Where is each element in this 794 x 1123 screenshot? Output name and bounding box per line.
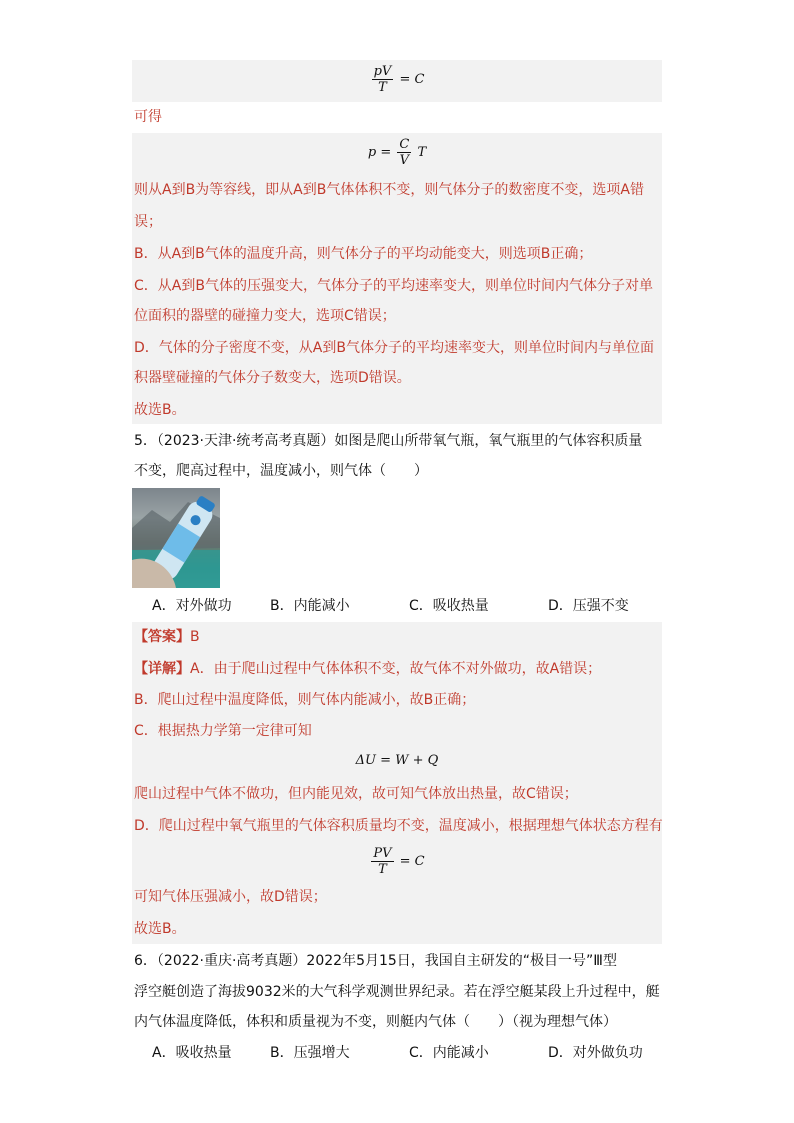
detail-line: 可知气体压强减小，故D错误； [134, 889, 327, 905]
option-a[interactable]: A．吸收热量 [152, 1045, 232, 1061]
detail-line: B．爬山过程中温度降低，则气体内能减小，故B正确； [134, 692, 476, 708]
explanation-line: 位面积的器壁的碰撞力变大，选项C错误； [134, 308, 396, 324]
option-b[interactable]: B．内能减小 [270, 598, 350, 614]
explanation-line: D．气体的分子密度不变，从A到B气体分子的平均速率变大，则单位时间内与单位面 [134, 340, 654, 356]
option-b[interactable]: B．压强增大 [270, 1045, 350, 1061]
question-6-stem: 内气体温度降低，体积和质量视为不变，则艇内气体（ ）（视为理想气体） [134, 1014, 617, 1030]
option-c[interactable]: C．吸收热量 [409, 598, 489, 614]
answer-line: 【答案】B [134, 629, 200, 645]
question-5-stem: 5．（2023·天津·统考高考真题）如图是爬山所带氧气瓶，氧气瓶里的气体容积质量 [134, 433, 643, 449]
detail-line: 故选B。 [134, 921, 186, 937]
question-6-stem: 浮空艇创造了海拔9032米的大气科学观测世界纪录。若在浮空艇某段上升过程中，艇 [134, 984, 660, 1000]
explanation-line: C．从A到B气体的压强变大，气体分子的平均速率变大，则单位时间内气体分子对单 [134, 278, 653, 294]
option-d[interactable]: D．对外做负功 [548, 1045, 643, 1061]
question-6-stem: 6．（2022·重庆·高考真题）2022年5月15日，我国自主研发的“极目一号”Ⅲ型 [134, 953, 617, 969]
explanation-line: 误； [134, 214, 162, 230]
detail-line: 【详解】A．由于爬山过程中气体体积不变，故气体不对外做功，故A错误； [134, 661, 602, 677]
explanation-line: 积器壁碰撞的气体分子数变大，选项D错误。 [134, 370, 411, 386]
explanation-line: 故选B。 [134, 402, 186, 418]
explanation-line: 则从A到B为等容线，即从A到B气体体积不变，则气体分子的数密度不变，选项A错 [134, 182, 644, 198]
option-a[interactable]: A．对外做功 [152, 598, 232, 614]
equation-p-equals: p = $\frac{C}{V}$ T [367, 137, 427, 168]
detail-line: C．根据热力学第一定律可知 [134, 723, 312, 739]
option-c[interactable]: C．内能减小 [409, 1045, 489, 1061]
oxygen-bottle-illustration [132, 488, 220, 588]
text-line: 可得 [134, 109, 162, 125]
equation-first-law: ΔU = W + Q [355, 753, 439, 768]
option-d[interactable]: D．压强不变 [548, 598, 629, 614]
oxygen-bottle-photo [132, 488, 220, 588]
equation-pv-over-t: $\frac{pV}{T}$ = C [373, 64, 425, 95]
equation-ideal-gas: $\frac{PV}{T}$ = C [373, 846, 425, 877]
detail-line: D．爬山过程中氧气瓶里的气体容积质量均不变，温度减小，根据理想气体状态方程有 [134, 818, 663, 834]
explanation-line: B．从A到B气体的温度升高，则气体分子的平均动能变大，则选项B正确； [134, 246, 593, 262]
detail-line: 爬山过程中气体不做功，但内能见效，故可知气体放出热量，故C错误； [134, 786, 578, 802]
question-5-stem: 不变，爬高过程中，温度减小，则气体（ ） [134, 463, 428, 479]
